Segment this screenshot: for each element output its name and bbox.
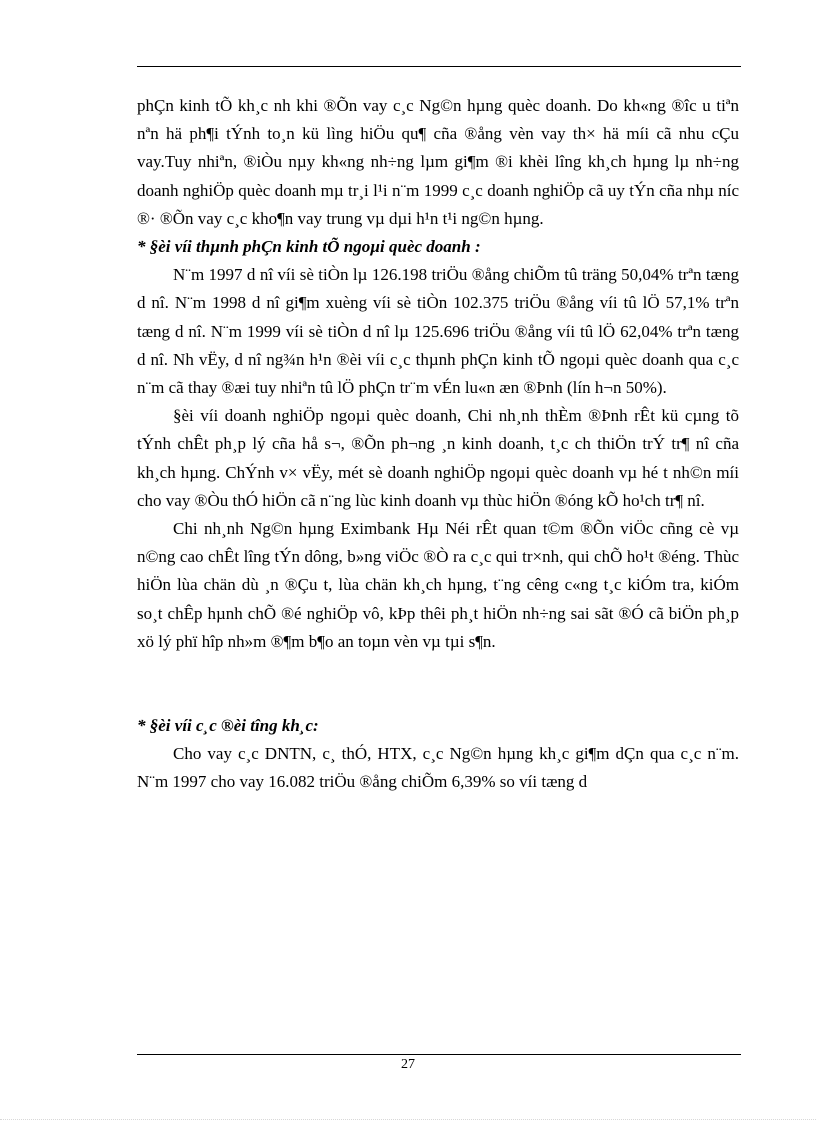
paragraph-branch-credit-quality: Chi nh¸nh Ng©n hµng Eximbank Hµ Néi rÊt quan t©m ®Õn viÖc cñng cè vµ n©ng cao chÊt lîng tÝn dông, b»ng viÖc ®Ò ra c¸c qui tr×nh, qui chÕ ho¹t ®éng. Thùc hiÖn lùa chän dù ¸n ®Çu t, lùa chän kh¸ch hµng, t¨ng cêng c«ng t¸c kiÓm tra, kiÓm so¸t chÊp hµnh chÕ ®é nghiÖp vô, kÞp thêi ph¸t hiÖn nh÷ng sai sãt ®Ó cã biÖn ph¸p xö lý phï hîp nh»m ®¶m b¶o an toµn vèn vµ tµi s¶n. bbox=[137, 519, 739, 651]
section-heading-non-state-sector: * §èi víi thµnh phÇn kinh tÕ ngoµi quèc doanh : bbox=[137, 237, 481, 257]
paragraph-outstanding-loans: N¨m 1997 d nî víi sè tiÒn lµ 126.198 triÖu ®ång chiÕm tû träng 50,04% trªn tæng d nî. N¨m 1998 d nî gi¶m xuèng víi sè tiÒn 102.375 triÖu ®ång víi tû lÖ 57,1% trªn tæng d nî. N¨m 1999 víi sè tiÒn d nî lµ 125.696 triÖu ®ång víi tû lÖ 62,04% trªn tæng d nî. Nh vËy, d nî ng¾n h¹n ®èi víi c¸c thµnh phÇn kinh tÕ ngoµi quèc doanh qua c¸c n¨m cã thay ®æi tuy nhiªn tû lÖ phÇn tr¨m vÉn lu«n æn ®Þnh (lín h¬n 50%). bbox=[137, 265, 739, 398]
footer-rule bbox=[137, 1054, 741, 1055]
paragraph-gap bbox=[137, 656, 739, 712]
header-rule bbox=[137, 66, 741, 67]
document-body bbox=[137, 92, 739, 797]
paragraph-continuation: phÇn kinh tÕ kh¸c nh khi ®Õn vay c¸c Ng©n hµng quèc doanh. Do kh«ng ®îc u tiªn nªn hä ph¶i tÝnh to¸n kü lìng hiÖu qu¶ cña ®ång vèn vay th× hä míi cã nhu cÇu vay.Tuy nhiªn, ®iÒu nµy kh«ng nh÷ng lµm gi¶m ®i khèi lîng kh¸ch hµng lµ nh÷ng doanh nghiÖp quèc doanh mµ tr¸i l¹i n¨m 1999 c¸c doanh nghiÖp cã uy tÝn cña nhµ níc ®· ®Õn vay c¸c kho¶n vay trung vµ dµi h¹n t¹i ng©n hµng. bbox=[137, 96, 739, 228]
paragraph-other-borrowers: Cho vay c¸c DNTN, c¸ thÓ, HTX, c¸c Ng©n hµng kh¸c gi¶m dÇn qua c¸c n¨m. N¨m 1997 cho vay 16.082 triÖu ®ång chiÕm 6,39% so víi tæng d bbox=[137, 744, 739, 792]
page-number: 27 bbox=[401, 1057, 415, 1072]
page-boundary-line bbox=[0, 1119, 816, 1120]
paragraph-non-state-enterprises: §èi víi doanh nghiÖp ngoµi quèc doanh, Chi nh¸nh thÈm ®Þnh rÊt kü cµng tõ tÝnh chÊt ph¸p lý cña hå s¬, ®Õn ph¬ng ¸n kinh doanh, t¸c ch thiÖn trÝ tr¶ nî cña kh¸ch hµng. ChÝnh v× vËy, mét sè doanh nghiÖp ngoµi quèc doanh vµ hé t nh©n míi cho vay ®Òu thÓ hiÖn cã n¨ng lùc kinh doanh vµ thùc hiÖn ®óng kÕ ho¹ch tr¶ nî. bbox=[137, 406, 739, 510]
section-heading-other-borrowers: * §èi víi c¸c ®èi tîng kh¸c: bbox=[137, 716, 319, 736]
